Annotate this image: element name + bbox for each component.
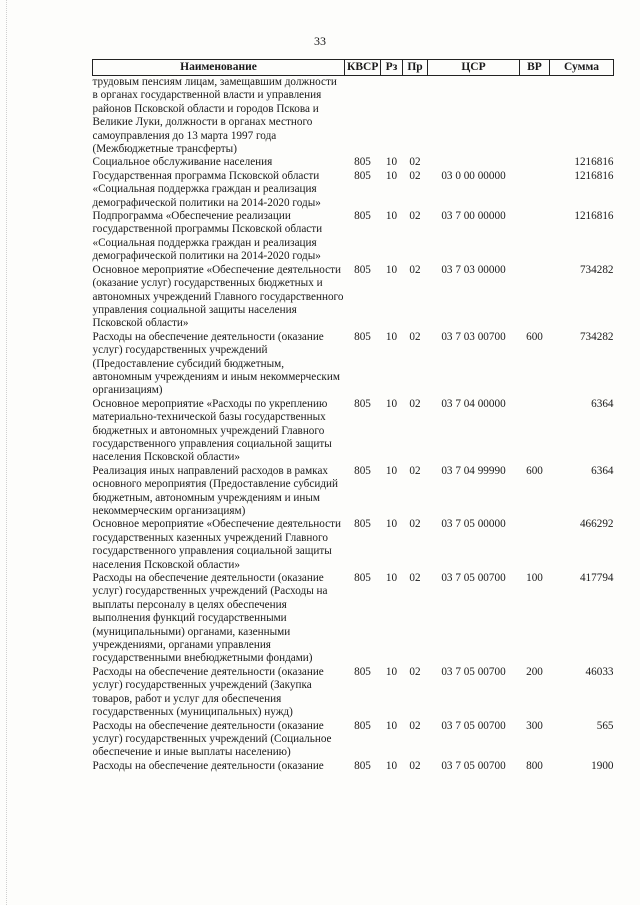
table-row <box>93 76 614 157</box>
cell-vr: 600 <box>526 330 543 343</box>
cell-name: Расходы на обеспечение деятельности (оказание услуг) государственных учреждений (Предоставление субсидий бюджетным, автономным учреждениям и иным некоммерческим организациям) <box>92 330 340 397</box>
header-sum: Сумма <box>550 60 614 76</box>
cell-sum: 466292 <box>579 518 614 531</box>
cell-rz: 10 <box>385 210 398 223</box>
cell-vr: 200 <box>526 665 543 678</box>
cell-csr: 03 7 04 00000 <box>441 397 506 410</box>
cell-sum: 1216816 <box>574 210 614 223</box>
budget-table <box>92 59 614 773</box>
cell-csr <box>428 156 520 169</box>
cell-kvsr: 805 <box>354 169 371 182</box>
table-row <box>93 170 614 210</box>
cell-pr: 02 <box>409 156 421 169</box>
cell-csr: 03 7 03 00000 <box>441 263 506 276</box>
cell-pr <box>403 76 428 157</box>
table-row <box>93 720 614 760</box>
page-edge-rule <box>6 0 7 905</box>
cell-kvsr: 805 <box>354 330 371 343</box>
table-row <box>93 264 614 331</box>
cell-kvsr: 805 <box>354 263 371 276</box>
cell-vr <box>520 398 550 465</box>
cell-vr <box>520 264 550 331</box>
table-row <box>93 398 614 465</box>
header-rz: Рз <box>381 60 403 76</box>
cell-sum: 1900 <box>591 759 614 772</box>
cell-csr: 03 7 05 00700 <box>441 665 506 678</box>
cell-csr: 03 7 05 00700 <box>441 759 506 772</box>
table-row <box>93 666 614 720</box>
cell-kvsr: 805 <box>354 518 371 531</box>
cell-pr: 02 <box>409 397 421 410</box>
cell-sum: 417794 <box>579 572 614 585</box>
cell-name: Основное мероприятие «Расходы по укреплению материально-технической базы государственных бюджетных и автономных учреждений Главного государственного управления социальной защиты населения Псковской области» <box>92 397 332 464</box>
cell-vr: 300 <box>526 719 543 732</box>
cell-kvsr: 805 <box>354 665 371 678</box>
cell-kvsr: 805 <box>354 210 371 223</box>
cell-csr: 03 7 04 99990 <box>441 464 506 477</box>
table-row <box>93 518 614 572</box>
header-name: Наименование <box>93 60 345 76</box>
cell-name: Основное мероприятие «Обеспечение деятельности государственных казенных учреждений Главного государственного управления социальной защиты населения Псковской области» <box>92 518 341 571</box>
cell-name: Реализация иных направлений расходов в рамках основного мероприятия (Предоставление субсидий бюджетным, автономным учреждениям и иным некоммерческим организациям) <box>92 464 338 517</box>
cell-vr: 100 <box>526 572 543 585</box>
cell-rz: 10 <box>385 330 398 343</box>
cell-csr: 03 7 05 00700 <box>441 719 506 732</box>
cell-pr: 02 <box>409 464 421 477</box>
cell-rz: 10 <box>385 156 398 169</box>
cell-kvsr: 805 <box>354 719 371 732</box>
cell-kvsr: 805 <box>354 572 371 585</box>
table-row <box>93 156 614 169</box>
cell-rz: 10 <box>385 572 398 585</box>
cell-name: Расходы на обеспечение деятельности (оказание услуг) государственных учреждений (Расходы на выплаты персоналу в целях обеспечения выполнения функций государственными (муниципальными) органами, казенными учреждениями, органами управления государственными внебюджетными фондами) <box>92 572 328 665</box>
cell-name: Основное мероприятие «Обеспечение деятельности (оказание услуг) государственных бюджетных и автономных учреждений Главного государственного управления социальной защиты населения Псковской области» <box>92 263 344 330</box>
cell-rz: 10 <box>385 263 398 276</box>
table-row <box>93 760 614 773</box>
cell-vr <box>520 76 550 157</box>
table-body <box>93 76 614 774</box>
header-csr: ЦСР <box>428 60 520 76</box>
cell-name: Расходы на обеспечение деятельности (оказание <box>92 759 324 772</box>
cell-rz: 10 <box>385 518 398 531</box>
cell-pr: 02 <box>409 210 421 223</box>
cell-rz: 10 <box>385 719 398 732</box>
cell-kvsr <box>345 76 381 157</box>
cell-pr: 02 <box>409 263 421 276</box>
cell-rz: 10 <box>385 759 398 772</box>
cell-pr: 02 <box>409 518 421 531</box>
cell-sum: 6364 <box>591 464 614 477</box>
cell-kvsr: 805 <box>354 464 371 477</box>
cell-vr <box>520 210 550 264</box>
header-pr: Пр <box>403 60 428 76</box>
cell-sum: 1216816 <box>574 169 614 182</box>
cell-name: Расходы на обеспечение деятельности (оказание услуг) государственных учреждений (Социальное обеспечение и иные выплаты населению) <box>92 719 332 759</box>
header-vr: ВР <box>520 60 550 76</box>
table-row <box>93 572 614 666</box>
cell-csr: 03 0 00 00000 <box>441 169 506 182</box>
header-kvsr: КВСР <box>345 60 381 76</box>
cell-sum: 734282 <box>579 263 614 276</box>
cell-name: трудовым пенсиям лицам, замещавшим должности в органах государственной власти и управления районов Псковской области и городов Пскова и Великие Луки, должности в органах местного самоуправления до 13 марта 1997 года (Межбюджетные трансферты) <box>92 76 337 156</box>
cell-csr: 03 7 05 00700 <box>441 572 506 585</box>
cell-rz: 10 <box>385 464 398 477</box>
cell-name: Социальное обслуживание населения <box>92 156 273 169</box>
table-row <box>93 465 614 519</box>
cell-vr <box>520 170 550 210</box>
cell-csr: 03 7 05 00000 <box>441 518 506 531</box>
page-number: 33 <box>314 34 326 48</box>
cell-sum <box>550 76 614 157</box>
cell-vr <box>520 156 550 169</box>
cell-kvsr: 805 <box>354 156 371 169</box>
cell-sum: 734282 <box>579 330 614 343</box>
table-row <box>93 331 614 398</box>
cell-kvsr: 805 <box>354 397 371 410</box>
cell-rz: 10 <box>385 665 398 678</box>
cell-vr: 800 <box>526 759 543 772</box>
table-header-row <box>93 60 614 76</box>
cell-name: Государственная программа Псковской области «Социальная поддержка граждан и реализация демографической политики на 2014-2020 годы» <box>92 169 321 209</box>
cell-rz: 10 <box>385 397 398 410</box>
table-row <box>93 210 614 264</box>
cell-sum: 565 <box>596 719 614 732</box>
cell-csr: 03 7 00 00000 <box>441 210 506 223</box>
cell-csr <box>428 76 520 157</box>
cell-sum: 6364 <box>591 397 614 410</box>
cell-kvsr: 805 <box>354 759 371 772</box>
cell-pr: 02 <box>409 330 421 343</box>
cell-pr: 02 <box>409 719 421 732</box>
cell-name: Расходы на обеспечение деятельности (оказание услуг) государственных учреждений (Закупка товаров, работ и услуг для обеспечения государственных (муниципальных) нужд) <box>92 665 324 719</box>
cell-sum: 1216816 <box>574 156 614 169</box>
cell-pr: 02 <box>409 572 421 585</box>
cell-vr: 600 <box>526 464 543 477</box>
cell-name: Подпрограмма «Обеспечение реализации государственной программы Псковской области «Социальная поддержка граждан и реализация демографической политики на 2014-2020 годы» <box>92 210 323 263</box>
cell-pr: 02 <box>409 169 421 182</box>
cell-pr: 02 <box>409 665 421 678</box>
cell-pr: 02 <box>409 759 421 772</box>
cell-sum: 46033 <box>585 665 614 678</box>
cell-vr <box>520 518 550 572</box>
cell-rz <box>381 76 403 157</box>
cell-csr: 03 7 03 00700 <box>441 330 506 343</box>
cell-rz: 10 <box>385 169 398 182</box>
